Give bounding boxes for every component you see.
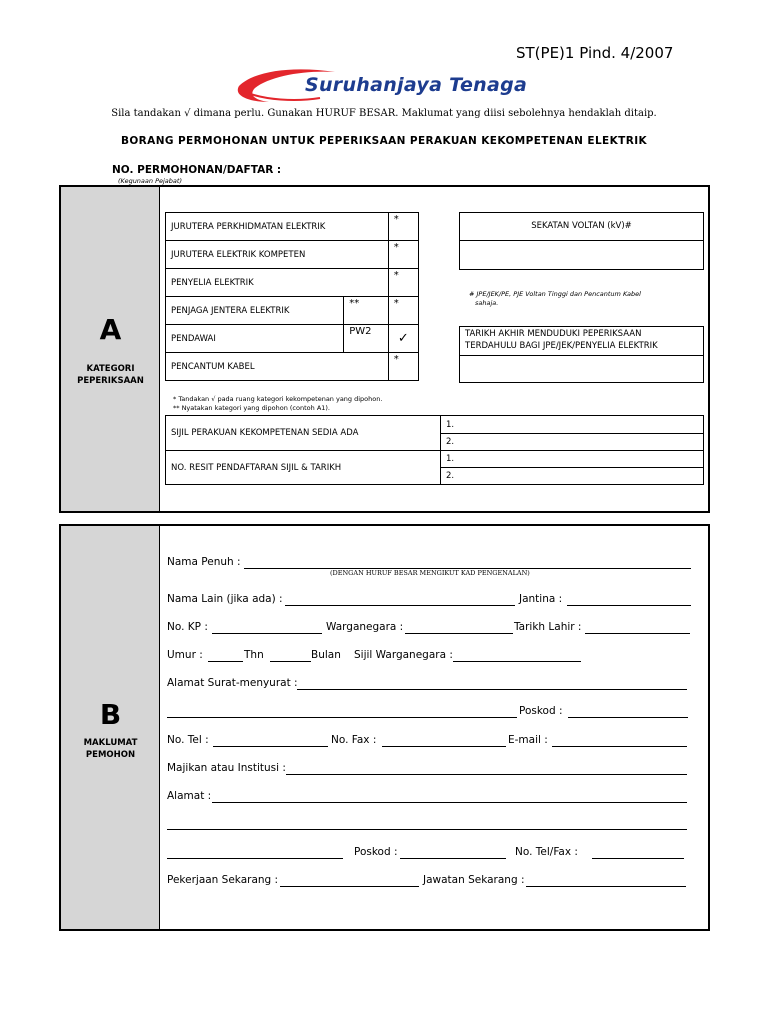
category-checkbox-ticked[interactable]: ✓ [388, 325, 418, 353]
employer-tel-fax-label: No. Tel/Fax : [515, 846, 578, 858]
category-checkbox[interactable]: * [388, 241, 418, 269]
years-label: Thn [244, 649, 264, 661]
category-name: PENYELIA ELEKTRIK [166, 269, 389, 297]
last-exam-label-1: TARIKH AKHIR MENDUDUKI PEPERIKSAAN [465, 329, 642, 339]
section-b-label-1: MAKLUMAT [83, 738, 138, 748]
category-checkbox[interactable]: * [388, 297, 418, 325]
category-row [166, 269, 419, 297]
citizenship-cert-field[interactable] [453, 661, 581, 662]
receipt-row [166, 451, 704, 468]
category-name: PENCANTUM KABEL [166, 353, 389, 381]
category-sub-field[interactable]: PW2 [344, 325, 388, 353]
employer-address-label: Alamat : [167, 790, 212, 802]
category-name: PENDAWAI [166, 325, 344, 353]
last-exam-input-box[interactable] [459, 355, 704, 383]
voltage-note-1: # JPE/JEK/PE, PJE Voltan Tinggi dan Pencantum Kabel [469, 290, 641, 298]
existing-certificate-field-2[interactable]: 2. [441, 434, 704, 451]
age-months-field[interactable] [270, 661, 311, 662]
fax-field[interactable] [382, 746, 506, 747]
category-name: PENJAGA JENTERA ELEKTRIK [166, 297, 344, 325]
employer-tel-fax-field[interactable] [592, 858, 684, 859]
voltage-input-box[interactable] [459, 240, 704, 270]
citizenship-cert-label: Sijil Warganegara : [354, 649, 453, 661]
section-b-letter: B [99, 698, 122, 731]
fax-label: No. Fax : [331, 734, 377, 746]
existing-certificate-field-1[interactable]: 1. [441, 416, 704, 434]
employer-postcode-field[interactable] [400, 858, 506, 859]
full-name-label: Nama Penuh : [167, 556, 241, 568]
last-exam-label-box [459, 326, 704, 356]
receipt-field-2[interactable]: 2. [441, 468, 704, 485]
section-b-sidebar [61, 526, 160, 929]
application-number-note: (Kegunaan Pejabat) [118, 177, 182, 185]
category-row [166, 241, 419, 269]
position-label: Jawatan Sekarang : [423, 874, 525, 886]
age-label: Umur : [167, 649, 203, 661]
age-years-field[interactable] [208, 661, 243, 662]
citizenship-label: Warganegara : [326, 621, 404, 633]
employer-address-field-1[interactable] [212, 802, 687, 803]
category-row [166, 325, 419, 353]
form-title: BORANG PERMOHONAN UNTUK PEPERIKSAAN PERAKUAN KEKOMPETENAN ELEKTRIK [120, 135, 648, 147]
footnote-2: ** Nyatakan kategori yang dipohon (contoh A1). [173, 404, 330, 412]
voltage-label-box: SEKATAN VOLTAN (kV)# [459, 212, 704, 241]
section-b [59, 524, 710, 931]
application-number-label: NO. PERMOHONAN/DAFTAR : [112, 164, 282, 176]
last-exam-label-2: TERDAHULU BAGI JPE/JEK/PENYELIA ELEKTRIK [465, 341, 658, 351]
months-label: Bulan [311, 649, 341, 661]
section-a-letter: A [99, 313, 122, 346]
ic-number-field[interactable] [212, 633, 322, 634]
category-name: JURUTERA PERKHIDMATAN ELEKTRIK [166, 213, 389, 241]
category-checkbox[interactable]: * [388, 213, 418, 241]
category-row [166, 353, 419, 381]
gender-field[interactable] [567, 605, 691, 606]
postcode-label: Poskod : [519, 705, 563, 717]
category-checkbox[interactable]: * [388, 269, 418, 297]
mailing-address-field-2[interactable] [167, 717, 517, 718]
section-a-sidebar [61, 187, 160, 511]
instruction-text: Sila tandakan √ dimana perlu. Gunakan HURUF BESAR. Maklumat yang diisi sebolehnya hendaklah ditaip. [111, 108, 657, 119]
footnote-1: * Tandakan √ pada ruang kategori kekompetenan yang dipohon. [173, 395, 383, 403]
category-sub-field[interactable]: ** [344, 297, 388, 325]
email-label: E-mail : [508, 734, 548, 746]
category-name: JURUTERA ELEKTRIK KOMPETEN [166, 241, 389, 269]
mailing-address-field-1[interactable] [297, 689, 687, 690]
section-a-label-1: KATEGORI [86, 364, 135, 374]
postcode-field[interactable] [568, 717, 688, 718]
category-table [165, 212, 419, 381]
full-name-note: (DENGAN HURUF BESAR MENGIKUT KAD PENGENALAN) [330, 569, 530, 577]
employer-postcode-label: Poskod : [354, 846, 398, 858]
receipt-label: NO. RESIT PENDAFTARAN SIJIL & TARIKH [166, 451, 441, 485]
section-b-label-2: PEMOHON [85, 750, 136, 760]
certificate-row [166, 416, 704, 434]
employer-address-field-2[interactable] [167, 829, 687, 830]
employer-field[interactable] [286, 774, 687, 775]
telephone-field[interactable] [213, 746, 328, 747]
mailing-address-label: Alamat Surat-menyurat : [167, 677, 298, 689]
logo-wordmark: Suruhanjaya Tenaga [305, 74, 528, 96]
category-checkbox[interactable]: * [388, 353, 418, 381]
date-of-birth-label: Tarikh Lahir : [514, 621, 582, 633]
occupation-field[interactable] [280, 886, 419, 887]
section-a [59, 185, 710, 513]
voltage-note-2: sahaja. [475, 299, 499, 307]
category-row [166, 297, 419, 325]
position-field[interactable] [526, 886, 686, 887]
employer-label: Majikan atau Institusi : [167, 762, 286, 774]
certificate-table [165, 415, 704, 485]
category-row [166, 213, 419, 241]
telephone-label: No. Tel : [167, 734, 209, 746]
employer-address-field-3[interactable] [167, 858, 343, 859]
date-of-birth-field[interactable] [585, 633, 690, 634]
citizenship-field[interactable] [405, 633, 513, 634]
occupation-label: Pekerjaan Sekarang : [167, 874, 279, 886]
section-a-label-2: PEPERIKSAAN [77, 376, 144, 386]
receipt-field-1[interactable]: 1. [441, 451, 704, 468]
other-name-field[interactable] [285, 605, 515, 606]
form-reference: ST(PE)1 Pind. 4/2007 [516, 44, 674, 62]
other-name-label: Nama Lain (jika ada) : [167, 593, 283, 605]
email-field[interactable] [552, 746, 687, 747]
gender-label: Jantina : [519, 593, 563, 605]
ic-number-label: No. KP : [167, 621, 208, 633]
existing-certificate-label: SIJIL PERAKUAN KEKOMPETENAN SEDIA ADA [166, 416, 441, 451]
